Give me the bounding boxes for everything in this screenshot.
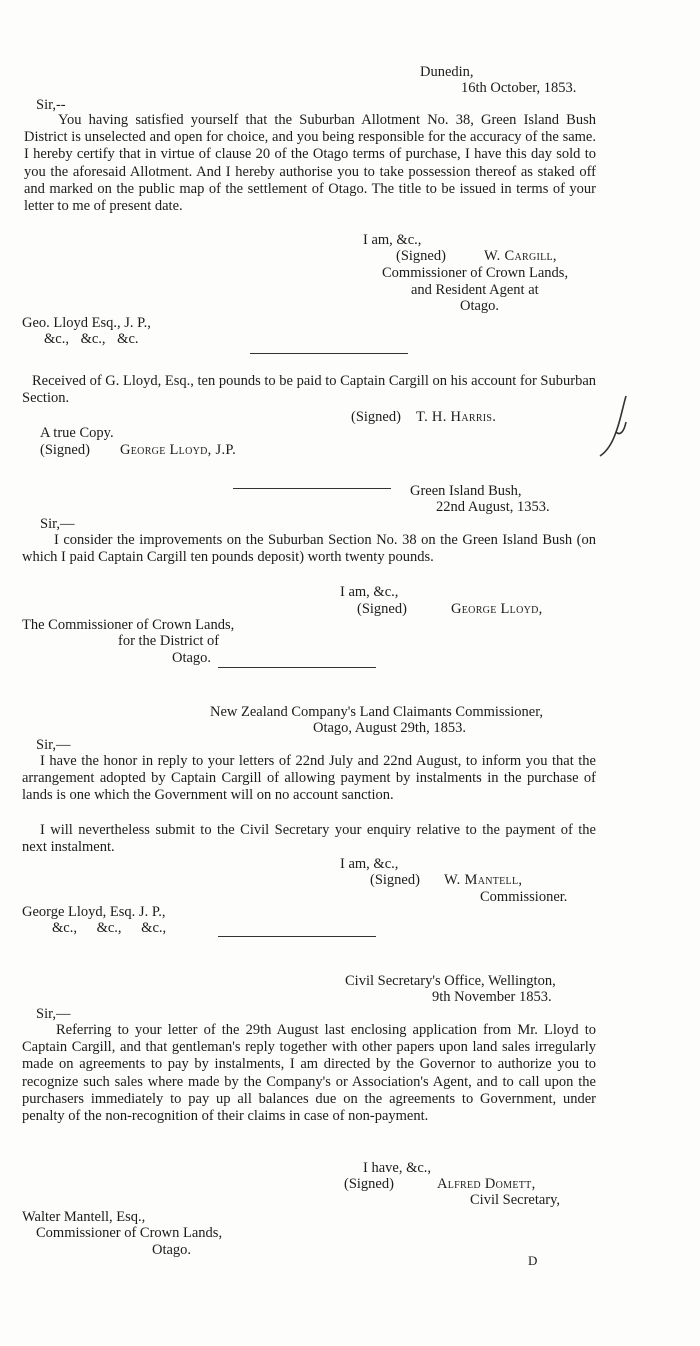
divider	[250, 353, 408, 354]
letter4-heading: Civil Secretary's Office, Wellington,	[345, 973, 556, 989]
letter3-addressee-etc: &c., &c., &c.,	[52, 920, 167, 936]
letter1-signer-title-2: and Resident Agent at	[411, 282, 539, 298]
letter3-para2: I will nevertheless submit to the Civil Secretary your enquiry relative to the payment of the next instalment.	[22, 822, 596, 856]
letter2-addressee: The Commissioner of Crown Lands,	[22, 617, 235, 633]
letter2-body: I consider the improvements on the Suburban Section No. 38 on the Green Island Bush (on which I paid Captain Cargill ten pounds deposit) worth twenty pounds.	[22, 532, 596, 566]
letter1-signer: W. Cargill,	[484, 248, 557, 264]
letter4-date: 9th November 1853.	[432, 989, 552, 1005]
letter3-salutation: Sir,—	[36, 737, 71, 753]
handwritten-mark	[596, 392, 636, 462]
letter2-date: 22nd August, 1353.	[436, 499, 550, 515]
letter4-addressee-3: Otago.	[152, 1242, 192, 1258]
letter1-addressee-etc: &c., &c., &c.	[44, 331, 139, 347]
letter4-closing: I have, &c.,	[363, 1160, 432, 1176]
letter1-signer-title-3: Otago.	[460, 298, 500, 314]
letter2-place: Green Island Bush,	[410, 483, 522, 499]
divider	[218, 667, 376, 668]
letter4-signed: (Signed)	[344, 1176, 394, 1192]
letter4-signer-title: Civil Secretary,	[470, 1192, 561, 1208]
page-signature-mark: D	[528, 1253, 538, 1268]
letter2-closing: I am, &c.,	[340, 584, 399, 600]
receipt-signer: T. H. Harris.	[416, 409, 497, 425]
letter1-body: You having satisfied yourself that the Suburban Allotment No. 38, Green Island Bush District is unselected and open for choice, and you being responsible for the accuracy of the same. I hereby certify that in virtue of clause 20 of the Otago terms of purchase, I have this day sold to you the aforesaid Allotment. And I hereby authorise you to take possession thereof as staked off and marked on the public map of the settlement of Otago. The title to be issued in terms of your letter to me of present date.	[24, 112, 596, 215]
letter1-salutation: Sir,--	[36, 97, 66, 113]
letter2-salutation: Sir,—	[40, 516, 75, 532]
letter2-addressee-3: Otago.	[172, 650, 212, 666]
divider	[233, 488, 391, 489]
letter1-signed-prefix: (Signed)	[396, 248, 446, 264]
copy-signed: (Signed)	[40, 442, 90, 458]
letter4-body: Referring to your letter of the 29th August last enclosing application from Mr. Lloyd to Captain Cargill, and that gentleman's reply together with other papers upon land sales irregularly made on agreements to pay by instalments, I am directed by the Governor to authorize you to recognize such sales where made by the Company's or Association's Agent, and to call upon the purchasers immediately to pay up all balances due on the agreements to Government, under penalty of the non-recognition of their claims in case of non-payment.	[22, 1022, 596, 1125]
receipt-signed: (Signed)	[351, 409, 401, 425]
divider	[218, 936, 376, 937]
letter1-closing: I am, &c.,	[363, 232, 422, 248]
letter1-signer-title: Commissioner of Crown Lands,	[382, 265, 569, 281]
receipt-body: Received of G. Lloyd, Esq., ten pounds to be paid to Captain Cargill on his account for Suburban Section.	[22, 373, 596, 407]
letter4-signer: Alfred Domett,	[437, 1176, 536, 1192]
copy-label: A true Copy.	[40, 425, 114, 441]
letter1-place: Dunedin,	[420, 64, 474, 80]
letter3-date: Otago, August 29th, 1853.	[313, 720, 467, 736]
letter2-addressee-2: for the District of	[118, 633, 220, 649]
letter3-signed: (Signed)	[370, 872, 420, 888]
letter1-addressee: Geo. Lloyd Esq., J. P.,	[22, 315, 151, 331]
letter3-signer: W. Mantell,	[444, 872, 523, 888]
letter3-heading: New Zealand Company's Land Claimants Commissioner,	[210, 704, 544, 720]
letter1-date: 16th October, 1853.	[461, 80, 577, 96]
letter4-addressee: Walter Mantell, Esq.,	[22, 1209, 146, 1225]
letter3-addressee: George Lloyd, Esq. J. P.,	[22, 904, 166, 920]
letter3-para1: I have the honor in reply to your letters of 22nd July and 22nd August, to inform you that the arrangement adopted by Captain Cargill of allowing payment by instalments in the purchase of lands is one which the Government will on no account sanction.	[22, 753, 596, 804]
copy-signer: George Lloyd, J.P.	[120, 442, 237, 458]
letter4-addressee-2: Commissioner of Crown Lands,	[36, 1225, 223, 1241]
letter2-signed: (Signed)	[357, 601, 407, 617]
letter3-signer-title: Commissioner.	[480, 889, 568, 905]
letter3-closing: I am, &c.,	[340, 856, 399, 872]
letter4-salutation: Sir,—	[36, 1006, 71, 1022]
letter2-signer: George Lloyd,	[451, 601, 543, 617]
